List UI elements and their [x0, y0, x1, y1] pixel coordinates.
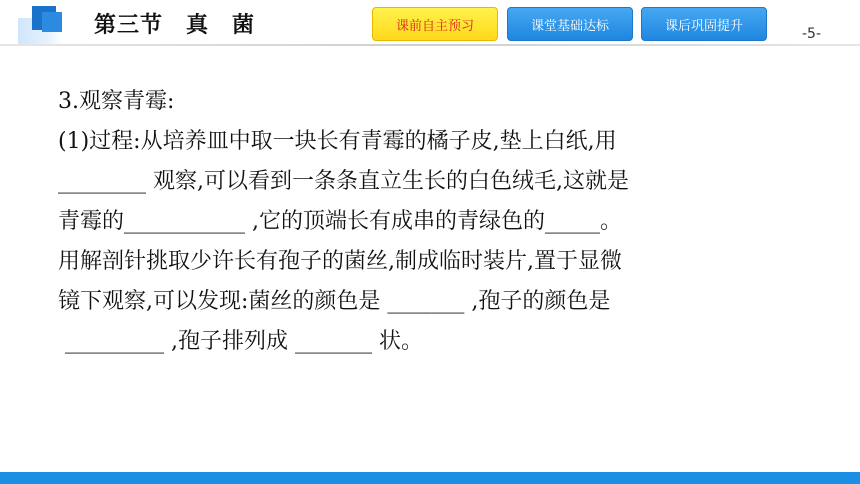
- content-line: 青霉的___________ ,它的顶端长有成串的青绿色的_____。: [58, 209, 622, 234]
- tab-in-class-basics[interactable]: 课堂基础达标: [507, 7, 633, 41]
- page-title: 第三节 真 菌: [94, 13, 256, 38]
- content-line: ________ 观察,可以看到一条条直立生长的白色绒毛,这就是: [58, 169, 629, 194]
- content-line: _________ ,孢子排列成 _______ 状。: [58, 329, 423, 354]
- content-line: 3.观察青霉:: [58, 89, 175, 114]
- header-divider: [0, 44, 860, 46]
- page-number: -5-: [802, 26, 822, 42]
- exercise-text: [58, 82, 798, 362]
- content-line: 镜下观察,可以发现:菌丝的颜色是 _______ ,孢子的颜色是: [58, 289, 611, 314]
- tab-pre-class-preview[interactable]: 课前自主预习: [372, 7, 498, 41]
- footer-bar: [0, 472, 860, 484]
- content-line: (1)过程:从培养皿中取一块长有青霉的橘子皮,垫上白纸,用: [58, 129, 617, 154]
- content-line: 用解剖针挑取少许长有孢子的菌丝,制成临时装片,置于显微: [58, 249, 622, 274]
- logo-mark: [18, 6, 70, 46]
- logo-square-front: [42, 12, 62, 32]
- tab-after-class-review[interactable]: 课后巩固提升: [641, 7, 767, 41]
